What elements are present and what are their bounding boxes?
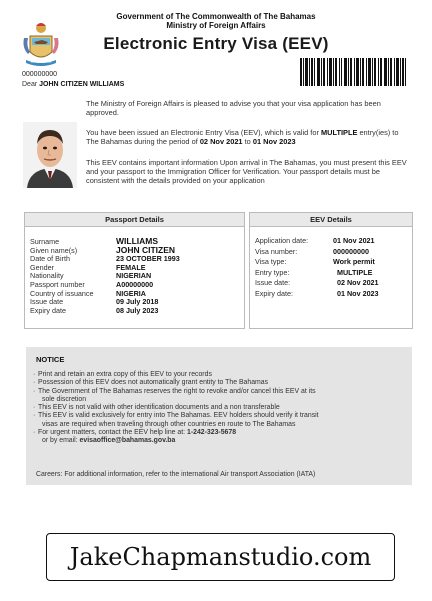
reference-number: 000000000 bbox=[22, 71, 58, 78]
eev-row bbox=[255, 289, 409, 299]
eev-field-value: 02 Nov 2021 bbox=[337, 278, 379, 287]
notice-item-text: or by email: bbox=[42, 437, 80, 445]
document-title: Electronic Entry Visa (EEV) bbox=[103, 34, 329, 53]
barcode bbox=[300, 58, 406, 86]
notice-item-continued bbox=[34, 437, 406, 445]
passport-field-value: JOHN CITIZEN bbox=[116, 244, 176, 255]
recipient-name: JOHN CITIZEN WILLIAMS bbox=[39, 81, 125, 88]
notice-item: · Print and retain an extra copy of this EEV to your records bbox=[33, 371, 212, 378]
validity-text-1: You have been issued an Electronic Entry Visa (EEV), which is valid for bbox=[86, 128, 321, 137]
notice-item-continued bbox=[34, 396, 406, 404]
notice-item-text: Print and retain an extra copy of this EEV to your records bbox=[38, 371, 212, 378]
passport-field-value: NIGERIAN bbox=[116, 271, 152, 281]
notice-item-text: The Government of The Bahamas reserves the right to revoke and/or cancel this EEV at its bbox=[38, 387, 316, 395]
passport-field-value: 23 OCTOBER 1993 bbox=[116, 254, 180, 264]
eev-field-value: 000000000 bbox=[333, 246, 369, 256]
validity-start-date: 02 Nov 2021 bbox=[199, 137, 243, 147]
notice-item: · Possession of this EEV does not automatically grant entity to The Bahamas bbox=[33, 379, 269, 387]
notice-item-text: visas are required when traveling through other countries en route to The Bahamas bbox=[42, 420, 296, 428]
eev-field-label: Expiry date: bbox=[255, 288, 293, 298]
passport-row bbox=[30, 306, 240, 315]
support-email-link[interactable]: evisaoffice@bahamas.gov.ba bbox=[79, 437, 176, 445]
eev-field-value: MULTIPLE bbox=[337, 267, 373, 277]
eev-row bbox=[255, 257, 409, 267]
eev-row bbox=[255, 247, 409, 257]
validity-entries: MULTIPLE bbox=[320, 128, 358, 137]
notice-item-text: sole discretion bbox=[42, 395, 87, 403]
eev-field-value: 01 Nov 2021 bbox=[333, 236, 375, 245]
arrival-instructions: This EEV contains important information Upon arrival in The Bahamas, you must present this EEV and your passport to the Immigration Officer for Verification. Your passport details must be consistent with the details provided on your application bbox=[86, 158, 407, 186]
passport-details-list bbox=[30, 237, 240, 322]
watermark-text: JakeChapmanstudio.com bbox=[69, 543, 372, 571]
notice-item: · This EEV is not valid with other identification documents and a non transferable bbox=[33, 404, 280, 412]
eev-field-label: Visa number: bbox=[255, 246, 298, 256]
notice-list bbox=[34, 371, 406, 446]
passport-field-label: Surname bbox=[30, 237, 60, 246]
notice-item-text: This EEV is valid exclusively for entry into The Bahamas. EEV holders should verify it transit bbox=[38, 412, 319, 420]
passport-field-label: Passport number bbox=[30, 280, 85, 289]
validity-text-2: entry(ies) to The Bahamas during the period of bbox=[86, 128, 399, 147]
notice-title: NOTICE bbox=[36, 355, 65, 364]
notice-box bbox=[26, 347, 412, 485]
validity-message bbox=[86, 128, 412, 146]
notice-item-continued bbox=[34, 421, 406, 429]
passport-field-value: FEMALE bbox=[116, 262, 146, 272]
passport-details-panel bbox=[24, 212, 245, 329]
eev-field-value: 01 Nov 2023 bbox=[337, 288, 379, 298]
eev-row bbox=[255, 278, 409, 288]
passport-field-value: A00000000 bbox=[116, 280, 154, 289]
salutation bbox=[22, 81, 124, 88]
notice-item: · For urgent matters, contact the EEV help line at: 1-242-323-5678 bbox=[33, 429, 237, 437]
applicant-photo bbox=[23, 122, 77, 188]
eev-details-list bbox=[255, 236, 409, 311]
passport-field-label: Issue date bbox=[30, 297, 64, 307]
validity-text-3: to bbox=[242, 137, 253, 147]
passport-field-value: 08 July 2023 bbox=[116, 305, 159, 315]
eev-field-value: Work permit bbox=[333, 257, 375, 266]
validity-end-date: 01 Nov 2023 bbox=[252, 137, 296, 147]
notice-item-text: For urgent matters, contact the EEV help line at: bbox=[38, 429, 187, 437]
passport-field-label: Gender bbox=[30, 262, 54, 272]
notice-item: · The Government of The Bahamas reserves the right to revoke and/or cancel this EEV at its bbox=[33, 387, 316, 395]
notice-item-text: Possession of this EEV does not automatically grant entity to The Bahamas bbox=[38, 379, 269, 387]
notice-item-text: This EEV is not valid with other identification documents and a non transferable bbox=[38, 404, 280, 412]
salutation-prefix: Dear bbox=[22, 81, 38, 88]
passport-field-value: 09 July 2018 bbox=[116, 297, 159, 307]
eev-field-label: Issue date: bbox=[255, 278, 291, 287]
passport-field-label: Country of issuance bbox=[30, 288, 94, 298]
notice-item: · This EEV is valid exclusively for entry into The Bahamas. EEV holders should verify it transit bbox=[33, 412, 319, 420]
passport-field-label: Nationality bbox=[30, 271, 64, 281]
passport-field-value: WILLIAMS bbox=[116, 236, 159, 246]
passport-field-value: NIGERIA bbox=[116, 288, 146, 298]
passport-details-heading: Passport Details bbox=[25, 213, 244, 227]
eev-row bbox=[255, 268, 409, 278]
passport-field-label: Given name(s) bbox=[30, 245, 78, 255]
eev-row bbox=[255, 236, 409, 246]
ministry-heading: Ministry of Foreign Affairs bbox=[166, 21, 266, 30]
passport-field-label: Date of Birth bbox=[30, 254, 70, 264]
approval-message: The Ministry of Foreign Affairs is pleased to advise you that your visa application has been approved. bbox=[86, 99, 381, 118]
careers-note: Careers: For additional information, refer to the international Air transport Association (IATA) bbox=[36, 471, 316, 478]
watermark-banner bbox=[46, 533, 395, 581]
eev-field-label: Entry type: bbox=[255, 267, 290, 277]
eev-field-label: Application date: bbox=[255, 236, 309, 245]
government-heading: Government of The Commonwealth of The Bahamas bbox=[116, 12, 316, 21]
passport-field-label: Expiry date bbox=[30, 305, 66, 315]
helpline-number[interactable]: 1-242-323-5678 bbox=[187, 429, 237, 437]
eev-details-heading: EEV Details bbox=[250, 213, 412, 227]
eev-field-label: Visa type: bbox=[255, 257, 287, 266]
eev-details-panel bbox=[249, 212, 413, 329]
